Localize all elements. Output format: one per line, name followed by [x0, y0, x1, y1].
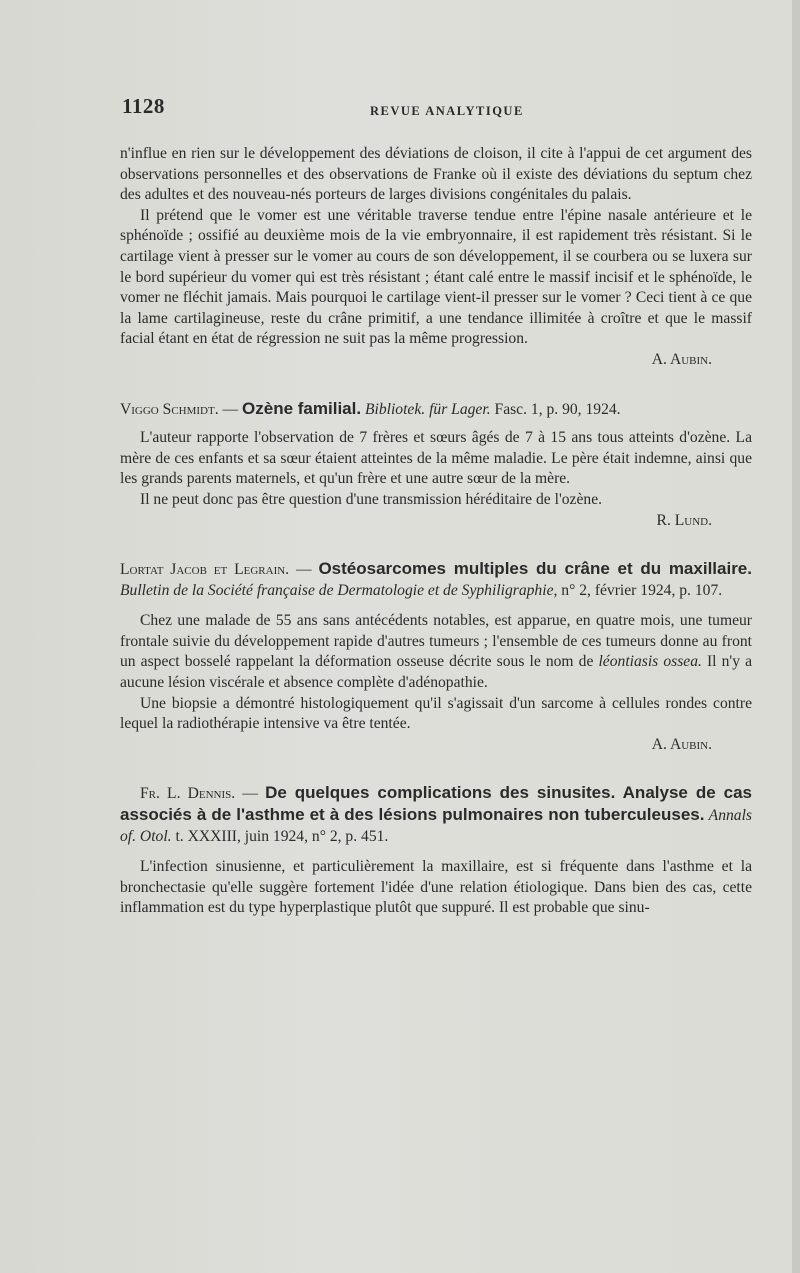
reference-author: Lortat Jacob et Legrain. — [120, 561, 290, 579]
page-edge — [792, 0, 800, 1273]
reference-source: Bibliotek. für Lager. — [364, 400, 491, 418]
reference: Lortat Jacob et Legrain. — Ostéosarcomes multiples du crâne et du maxillaire. Bulletin de la Société française de Dermatologie et de Syphiligraphie, n° 2, février 1924, p. 107. — [120, 559, 752, 599]
reference-details: Fasc. 1, p. 90, 1924. — [494, 400, 621, 418]
reference-source: Bulletin de la Société française de Dermatologie et de Syphiligraphie, — [120, 581, 558, 599]
paragraph: L'auteur rapporte l'observation de 7 frères et sœurs âgés de 7 à 15 ans tous atteints d'ozène. La mère de ces enfants et sa sœur étaient atteintes de la même maladie. Le père était indemne, ainsi que les grands parents maternels, et qu'un frère et une autre sœur de la mère. — [120, 429, 752, 488]
paragraph — [120, 611, 752, 693]
signature: A. Aubin. — [651, 350, 712, 368]
reference-title: De quelques complications des sinusites. Analyse de cas associés à de l'asthme et à des lésions pulmonaires non tuberculeuses. — [120, 783, 752, 825]
paragraph: Une biopsie a démontré histologiquement qu'il s'agissait d'un sarcome à cellules rondes contre lequel la radiothérapie intensive va être tentée. — [120, 694, 752, 733]
paragraph: Il prétend que le vomer est une véritable traverse tendue entre l'épine nasale antérieure et le sphénoïde ; ossifié au deuxième mois de la vie embryonnaire, il est rapidement très résistant. Si le cartilage vient à presser sur le vomer au cours de son développement, il se courbera ou se luxera sur le bord supérieur du vomer qui est très résistant ; étant calé entre le massif incisif et le sphénoïde, le vomer ne fléchit jamais. Mais pourquoi le cartilage vient-il presser sur le vomer ? Ceci tient à ce que la lame cartilagineuse, reste du crâne primitif, a une tendance illimitée à croître et que le massif facial étant en état de régression ne suit pas la même progression. — [120, 206, 752, 348]
spacer — [120, 601, 752, 611]
running-head: REVUE ANALYTIQUE — [370, 104, 524, 118]
reference-details: t. XXXIII, juin 1924, n° 2, p. 451. — [175, 827, 389, 845]
review-section-2 — [120, 399, 752, 532]
reference-details: n° 2, février 1924, p. 107. — [561, 581, 723, 599]
reference: Fr. L. Dennis. — De quelques complications des sinusites. Analyse de cas associés à de l'asthme et à des lésions pulmonaires non tuberculeuses. Annals of. Otol. t. XXXIII, juin 1924, n° 2, p. 451. — [120, 783, 752, 845]
article-body — [120, 144, 752, 919]
paragraph-italic: léontiasis ossea. — [598, 653, 702, 671]
paragraph: Il ne peut donc pas être question d'une transmission héréditaire de l'ozène. — [140, 490, 603, 508]
review-section-4 — [120, 783, 752, 919]
reference-source: Annals of. Otol. — [120, 807, 752, 845]
paragraph-text: Il n'y a aucune lésion viscérale et absence complète d'adénopathie. — [120, 653, 752, 692]
reference-author: Viggo Schmidt. — [120, 400, 219, 418]
review-section-3 — [120, 559, 752, 755]
reference-title: Ostéosarcomes multiples du crâne et du maxillaire. — [318, 559, 752, 579]
paragraph: L'infection sinusienne, et particulièrement la maxillaire, est si fréquente dans l'asthme et la bronchectasie qu'elle suggère fortement l'idée d'une relation étiologique. Dans bien des cas, cette inflammation est du type hyperplastique plutôt que suppuré. Il est probable que sinu- — [120, 858, 752, 917]
spacer — [120, 420, 752, 428]
reference-author: Fr. L. Dennis. — [140, 785, 236, 803]
review-section-1 — [120, 144, 752, 371]
signature: A. Aubin. — [651, 735, 712, 753]
paragraph-text: Chez une malade de 55 ans sans antécédents notables, est apparue, en quatre mois, une tumeur frontale suivie du développement rapide d'autres tumeurs ; l'ensemble de ces tumeurs donne au front un aspect bosselé rappelant la déformation osseuse décrite sous le nom de — [120, 612, 752, 671]
reference: Viggo Schmidt. — Ozène familial. Bibliotek. für Lager. Fasc. 1, p. 90, 1924. — [120, 398, 621, 418]
reference-title: Ozène familial. — [242, 398, 362, 418]
signature: R. Lund. — [656, 511, 712, 529]
page-header — [122, 94, 752, 124]
spacer — [120, 847, 752, 857]
page-number: 1128 — [122, 94, 165, 118]
paragraph: n'influe en rien sur le développement des déviations de cloison, il cite à l'appui de cet argument des observations personnelles et des observations de Franke où il existe des déviations du septum chez des adultes et des nouveau-nés porteurs de larges divisions congénitales du palais. — [120, 145, 752, 204]
